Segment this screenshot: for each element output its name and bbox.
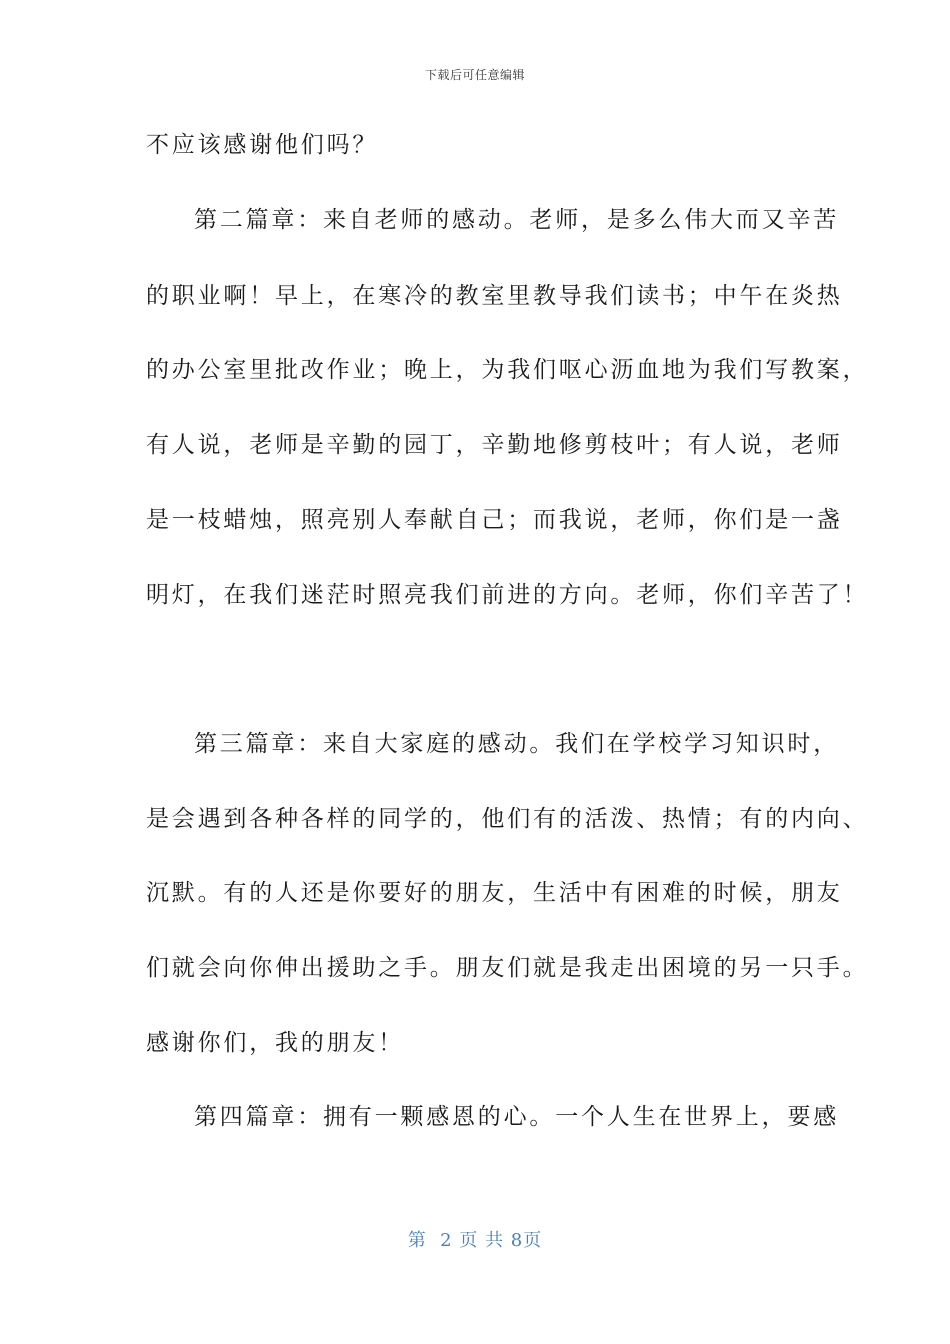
body-line: 是会遇到各种各样的同学的，他们有的活泼、热情；有的内向、 — [146, 806, 869, 832]
body-line: 感谢你们，我的朋友！ — [146, 1030, 404, 1056]
body-line: 是一枝蜡烛，照亮别人奉献自己；而我说，老师，你们是一盏 — [146, 507, 843, 533]
body-line: 有人说，老师是辛勤的园丁，辛勤地修剪枝叶；有人说，老师 — [146, 432, 843, 458]
paragraph-first-line: 第二篇章：来自老师的感动。老师，是多么伟大而又辛苦 — [194, 207, 839, 233]
body-line: 不应该感谢他们吗？ — [146, 132, 379, 158]
paragraph-first-line: 第三篇章：来自大家庭的感动。我们在学校学习知识时， — [194, 731, 839, 757]
paragraph-first-line: 第四篇章：拥有一颗感恩的心。一个人生在世界上，要感 — [194, 1104, 839, 1130]
page-header: 下载后可任意编辑 — [424, 68, 525, 82]
page-number-footer: 第 2 页 共 8页 — [407, 1230, 543, 1251]
body-line: 的办公室里批改作业；晚上，为我们呕心沥血地为我们写教案， — [146, 357, 869, 383]
body-line: 们就会向你伸出援助之手。朋友们就是我走出困境的另一只手。 — [146, 955, 869, 981]
body-line: 的职业啊！早上，在寒冷的教室里教导我们读书；中午在炎热 — [146, 283, 843, 309]
body-line: 沉默。有的人还是你要好的朋友，生活中有困难的时候，朋友 — [146, 880, 843, 906]
body-line: 明灯，在我们迷茫时照亮我们前进的方向。老师，你们辛苦了！ — [146, 582, 869, 608]
